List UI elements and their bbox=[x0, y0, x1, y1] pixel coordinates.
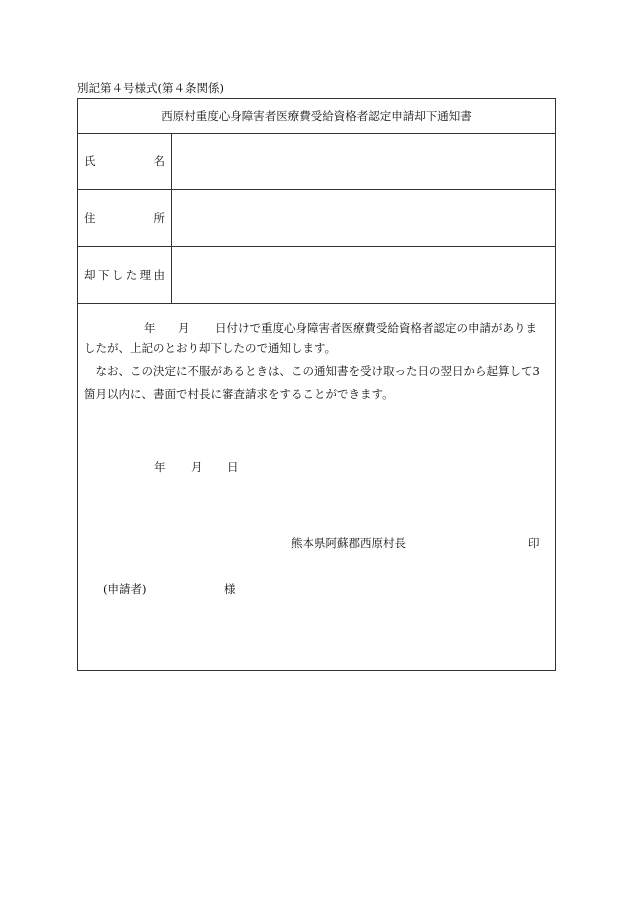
name-label-cell bbox=[78, 133, 172, 189]
form-title: 西原村重度心身障害者医療費受給資格者認定申請却下通知書 bbox=[78, 99, 555, 134]
address-label: 住 所 bbox=[84, 211, 165, 225]
issuer-name: 熊本県阿蘇郡西原村長 bbox=[291, 536, 406, 550]
reason-value[interactable] bbox=[172, 247, 555, 303]
honorific: 様 bbox=[224, 582, 236, 596]
name-value[interactable] bbox=[172, 133, 555, 189]
seal-mark: 印 bbox=[528, 536, 540, 550]
address-label-cell bbox=[78, 190, 172, 246]
reason-row bbox=[78, 247, 555, 304]
notice-line-4: 箇月以内に、書面で村長に審査請求をすることができます。 bbox=[84, 387, 394, 401]
reason-label: 却下した理由 bbox=[84, 268, 165, 282]
address-row bbox=[78, 190, 555, 247]
applicant-label: (申請者) bbox=[103, 582, 147, 596]
application-month: 月 bbox=[178, 321, 190, 335]
issue-year: 年 bbox=[154, 460, 166, 474]
application-year: 年 bbox=[144, 321, 156, 335]
notice-line-3: なお、この決定に不服があるときは、この通知書を受け取った日の翌日から起算して3 bbox=[84, 364, 540, 378]
notice-line-1: 日付けで重度心身障害者医療費受給資格者認定の申請がありま bbox=[215, 321, 537, 335]
reason-label-cell bbox=[78, 247, 172, 303]
issue-day: 日 bbox=[227, 460, 239, 474]
address-value[interactable] bbox=[172, 190, 555, 246]
name-row bbox=[78, 133, 555, 190]
form-number: 別記第４号様式(第４条関係) bbox=[77, 81, 224, 95]
notice-body bbox=[78, 303, 555, 670]
notice-form bbox=[77, 98, 556, 671]
name-label: 氏 名 bbox=[84, 154, 165, 168]
notice-line-2: したが、上記のとおり却下したので通知します。 bbox=[84, 341, 337, 355]
issue-month: 月 bbox=[191, 460, 203, 474]
